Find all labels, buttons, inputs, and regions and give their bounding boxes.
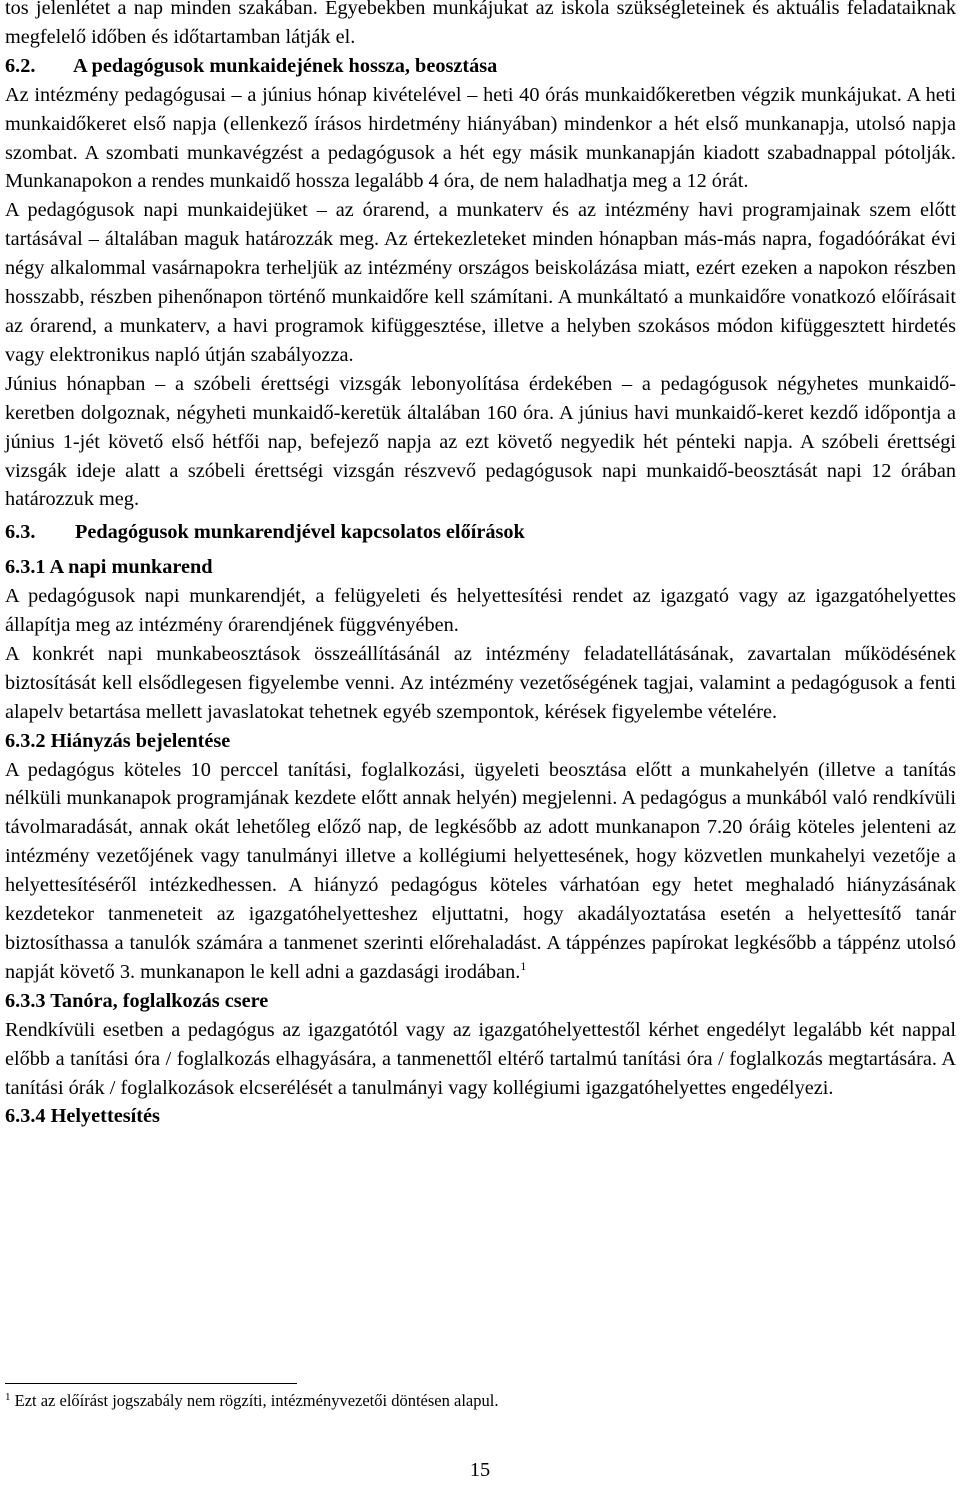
footnote-reference[interactable]: 1 [520,958,527,973]
section-number: 6.3. [5,521,36,544]
paragraph: Az intézmény pedagógusai ‒ a június hónap kivételével ‒ heti 40 órás munkaidőkeretben végzik munkájukat. A heti munkaidőkeret első napja (ellenkező írásos hirdetmény hiányában) mindenkor a hét első munkanapja, utolsó napja szombat. A szombati munkavégzést a pedagógusok a hét egy másik munkanapján kiadott szabadnappal pótolják. Munkanapokon a rendes munkaidő hossza legalább 4 óra, de nem haladhatja meg a 12 órát. [5,83,956,193]
paragraph: Június hónapban ‒ a szóbeli érettségi vizsgák lebonyolítása érdekében ‒ a pedagógusok négyhetes munkaidő-keretben dolgoznak, négyheti munkaidő-keretük általában 160 óra. A június havi munkaidő-keret kezdő időpontja a június 1-jét követő első hétfői nap, befejező napja az ezt követő negyedik hét pénteki napja. A szóbeli érettségi vizsgák ideje alatt a szóbeli érettségi vizsgán részvevő pedagógusok napi munkaidő-beosztását napi 12 órában határozzuk meg. [5,372,956,511]
paragraph: A konkrét napi munkabeosztások összeállításánál az intézmény feladatellátásának, zavartalan működésének biztosítását kell elsődlegesen figyelembe venni. Az intézmény vezetőségének tagjai, valamint a pedagógusok a fenti alapelv betartása mellett javaslatokat tehetnek egyéb szempontok, kérések figyelembe vételére. [5,642,956,723]
footnote-divider [5,1383,297,1384]
section-heading-6-2 [5,52,956,81]
subsection-heading-6-3-1: 6.3.1 A napi munkarend [5,556,213,579]
paragraph: A pedagógusok napi munkaidejüket ‒ az órarend, a munkaterv és az intézmény havi programjainak szem előtt tartásával ‒ általában maguk határozzák meg. Az értekezleteket minden hónapban más-más napra, fogadóórákat évi négy alkalommal vasárnapokra terheljük az intézmény országos beiskolázása miatt, ezért ezeken a napokon részben hosszabb, részben pihenőnapon történő munkaidőre kell számítani. A munkáltató a munkaidőre vonatkozó előírásait az órarend, a munkaterv, a havi programok kifüggesztése, illetve a helyben szokásos módon kifüggesztett hirdetés vagy elektronikus napló útján szabályozza. [5,199,956,366]
footnote-marker: 1 [5,1391,11,1403]
paragraph: Rendkívüli esetben a pedagógus az igazgatótól vagy az igazgatóhelyettestől kérhet engedélyt legalább két nappal előbb a tanítási óra / foglalkozás elhagyására, a tanmenettől eltérő tartalmú tanítási óra / foglalkozás megtartására. A tanítási órák / foglalkozások elcserélését a tanulmányi vagy kollégiumi igazgatóhelyettes engedélyezi. [5,1018,956,1099]
section-title: A pedagógusok munkaidejének hossza, beosztása [73,54,498,77]
page-number: 15 [469,1459,491,1481]
page-content [5,0,956,1131]
paragraph: A pedagógusok napi munkarendjét, a felügyeleti és helyettesítési rendet az igazgató vagy az igazgatóhelyettes állapítja meg az intézmény órarendjének függvényében. [5,585,956,637]
section-title: Pedagógusok munkarendjével kapcsolatos előírások [75,521,525,544]
subsection-heading-6-3-2: 6.3.2 Hiányzás bejelentése [5,729,231,752]
paragraph-text: A pedagógus köteles 10 perccel tanítási, foglalkozási, ügyeleti beosztása előtt a munkahelyén (illetve a tanítás nélküli munkanapok programjának kezdete előtt annak helyén) megjelenni. A pedagógus a munkából való rendkívüli távolmaradását, annak okát lehetőleg előző nap, de legkésőbb az adott munkanapon 7.20 óráig köteles jelenteni az intézmény vezetőjének vagy tanulmányi illetve a kollégiumi helyettesének, hogy közvetlen munkahelyi vezetője a helyettesítéséről intézkedhessen. A hiányzó pedagógus köteles várhatóan egy hetet meghaladó hiányzásának kezdetekor tanmeneteit az igazgatóhelyetteshez eljuttatni, hogy akadályoztatása esetén a helyettesítő tanár biztosíthassa a tanulók számára a tanmenet szerinti előrehaladást. A táppénzes papírokat legkésőbb a táppénz utolsó napját követő 3. munkanapon le kell adni a gazdasági irodában. [5,758,956,983]
intro-paragraph: tos jelenlétet a nap minden szakában. Egyebekben munkájukat az iskola szükségleteinek és aktuális feladataiknak megfelelő időben és időtartamban látják el. [5,0,956,48]
subsection-heading-6-3-3: 6.3.3 Tanóra, foglalkozás csere [5,989,269,1012]
section-heading-6-3 [5,518,956,547]
subsection-heading-6-3-4: 6.3.4 Helyettesítés [5,1105,160,1128]
footnote-text: Ezt az előírást jogszabály nem rögzíti, intézményvezetői döntésen alapul. [14,1391,499,1410]
footnote [5,1390,498,1412]
paragraph [5,756,956,987]
section-number: 6.2. [5,54,36,77]
